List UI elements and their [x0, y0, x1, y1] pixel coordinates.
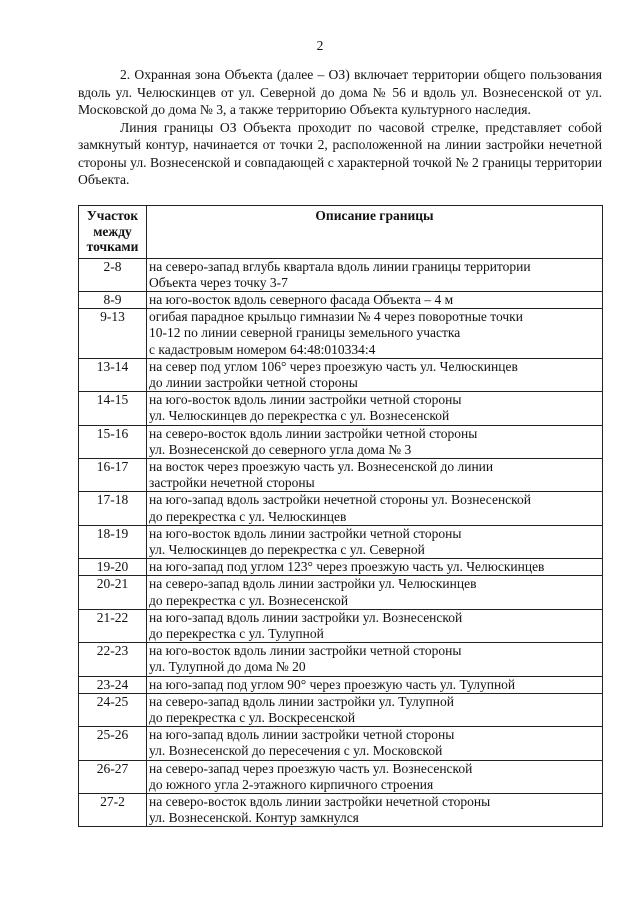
table-row — [79, 693, 603, 726]
description-cell — [147, 392, 603, 425]
header-segment: Участок между точками — [79, 206, 147, 259]
table-row — [79, 258, 603, 291]
description-line: до перекрестка с ул. Челюскинцев — [149, 508, 347, 524]
description-line: застройки нечетной стороны — [149, 475, 315, 491]
description-cell — [147, 358, 603, 391]
segment-cell: 27-2 — [79, 794, 147, 827]
description-line: на юго-запад под углом 123° через проезжую часть ул. Челюскинцев — [149, 559, 545, 575]
description-line: на северо-запад через проезжую часть ул. Вознесенской — [149, 760, 473, 776]
segment-cell: 23-24 — [79, 676, 147, 693]
intro-text — [78, 66, 602, 189]
segment-cell: 20-21 — [79, 576, 147, 609]
description-cell — [147, 794, 603, 827]
description-line: на северо-восток вдоль линии застройки четной стороны — [149, 425, 478, 441]
table-header-row — [79, 206, 603, 259]
description-cell — [147, 492, 603, 525]
segment-cell: 13-14 — [79, 358, 147, 391]
table-row — [79, 392, 603, 425]
segment-cell: 25-26 — [79, 727, 147, 760]
segment-cell: 26-27 — [79, 760, 147, 793]
description-line: на северо-запад вглубь квартала вдоль линии границы территории — [149, 258, 531, 274]
table-row — [79, 492, 603, 525]
description-line: на северо-запад вдоль линии застройки ул. Челюскинцев — [149, 576, 477, 592]
description-cell — [147, 643, 603, 676]
table-row — [79, 676, 603, 693]
segment-cell: 9-13 — [79, 309, 147, 359]
description-line: ул. Челюскинцев до перекрестка с ул. Вознесенской — [149, 408, 450, 424]
paragraph-boundary-line: Линия границы ОЗ Объекта проходит по часовой стрелке, представляет собой замкнутый контур, начинается от точки 2, расположенной на линии застройки нечетной стороны ул. Вознесенской и совпадающей с характерной точкой № 2 границы территории Объекта. — [78, 119, 602, 187]
table-row — [79, 525, 603, 558]
description-line: до линии застройки четной стороны — [149, 374, 358, 390]
description-line: на юго-восток вдоль северного фасада Объекта – 4 м — [149, 291, 454, 307]
table-row — [79, 609, 603, 642]
segment-cell: 14-15 — [79, 392, 147, 425]
table-row — [79, 309, 603, 359]
description-cell — [147, 609, 603, 642]
description-cell — [147, 258, 603, 291]
description-cell — [147, 458, 603, 491]
description-line: ул. Тулупной до дома № 20 — [149, 659, 306, 675]
description-cell — [147, 425, 603, 458]
header-description: Описание границы — [147, 206, 603, 259]
description-cell — [147, 559, 603, 576]
page-number: 2 — [316, 38, 324, 53]
table-body — [79, 258, 603, 827]
segment-cell: 24-25 — [79, 693, 147, 726]
description-cell — [147, 291, 603, 308]
segment-cell: 16-17 — [79, 458, 147, 491]
paragraph-protection-zone: 2. Охранная зона Объекта (далее – ОЗ) включает территории общего пользования вдоль ул. Челюскинцев от ул. Северной до дома № 56 и вдоль ул. Вознесенской от ул. Московской до дома № 3, а также территорию Объекта культурного наследия. — [78, 67, 602, 117]
table-row — [79, 559, 603, 576]
description-cell — [147, 727, 603, 760]
description-line: на северо-запад вдоль линии застройки ул. Тулупной — [149, 693, 454, 709]
table-row — [79, 291, 603, 308]
description-line: Объекта через точку 3-7 — [149, 274, 288, 290]
segment-cell: 17-18 — [79, 492, 147, 525]
description-line: на юго-восток вдоль линии застройки четной стороны — [149, 643, 462, 659]
description-line: на восток через проезжую часть ул. Вознесенской до линии — [149, 458, 494, 474]
description-line: на северо-восток вдоль линии застройки нечетной стороны — [149, 794, 491, 809]
description-cell — [147, 309, 603, 359]
segment-cell: 22-23 — [79, 643, 147, 676]
description-line: на юго-восток вдоль линии застройки четной стороны — [149, 525, 462, 541]
description-line: огибая парадное крыльцо гимназии № 4 через поворотные точки — [149, 309, 523, 325]
description-line: ул. Вознесенской до пересечения с ул. Московской — [149, 743, 443, 759]
description-line: на юго-запад вдоль линии застройки ул. Вознесенской — [149, 609, 463, 625]
description-line: ул. Вознесенской. Контур замкнулся — [149, 810, 359, 826]
table-row — [79, 794, 603, 827]
description-line: на юго-запад под углом 90° через проезжую часть ул. Тулупной — [149, 676, 516, 692]
description-cell — [147, 760, 603, 793]
description-line: до перекрестка с ул. Тулупной — [149, 625, 324, 641]
description-cell — [147, 576, 603, 609]
description-cell — [147, 525, 603, 558]
table-row — [79, 760, 603, 793]
description-line: на север под углом 106° через проезжую часть ул. Челюскинцев — [149, 358, 518, 374]
segment-cell: 2-8 — [79, 258, 147, 291]
table-row — [79, 727, 603, 760]
description-cell — [147, 676, 603, 693]
description-line: на юго-восток вдоль линии застройки четной стороны — [149, 392, 462, 408]
description-line: до перекрестка с ул. Вознесенской — [149, 592, 349, 608]
description-cell — [147, 693, 603, 726]
description-line: до южного угла 2-этажного кирпичного строения — [149, 776, 434, 792]
segment-cell: 15-16 — [79, 425, 147, 458]
description-line: 10-12 по линии северной границы земельного участка — [149, 325, 461, 341]
segment-cell: 18-19 — [79, 525, 147, 558]
table-row — [79, 358, 603, 391]
description-line: ул. Вознесенской до северного угла дома № 3 — [149, 441, 412, 457]
boundary-table — [78, 205, 603, 827]
segment-cell: 8-9 — [79, 291, 147, 308]
table-row — [79, 576, 603, 609]
description-line: на юго-запад вдоль линии застройки четной стороны — [149, 727, 455, 743]
description-line: до перекрестка с ул. Воскресенской — [149, 709, 356, 725]
table-row — [79, 458, 603, 491]
segment-cell: 19-20 — [79, 559, 147, 576]
table-row — [79, 643, 603, 676]
description-line: на юго-запад вдоль застройки нечетной стороны ул. Вознесенской — [149, 492, 532, 508]
segment-cell: 21-22 — [79, 609, 147, 642]
description-line: ул. Челюскинцев до перекрестка с ул. Северной — [149, 541, 425, 557]
description-line: с кадастровым номером 64:48:010334:4 — [149, 341, 376, 357]
table-row — [79, 425, 603, 458]
